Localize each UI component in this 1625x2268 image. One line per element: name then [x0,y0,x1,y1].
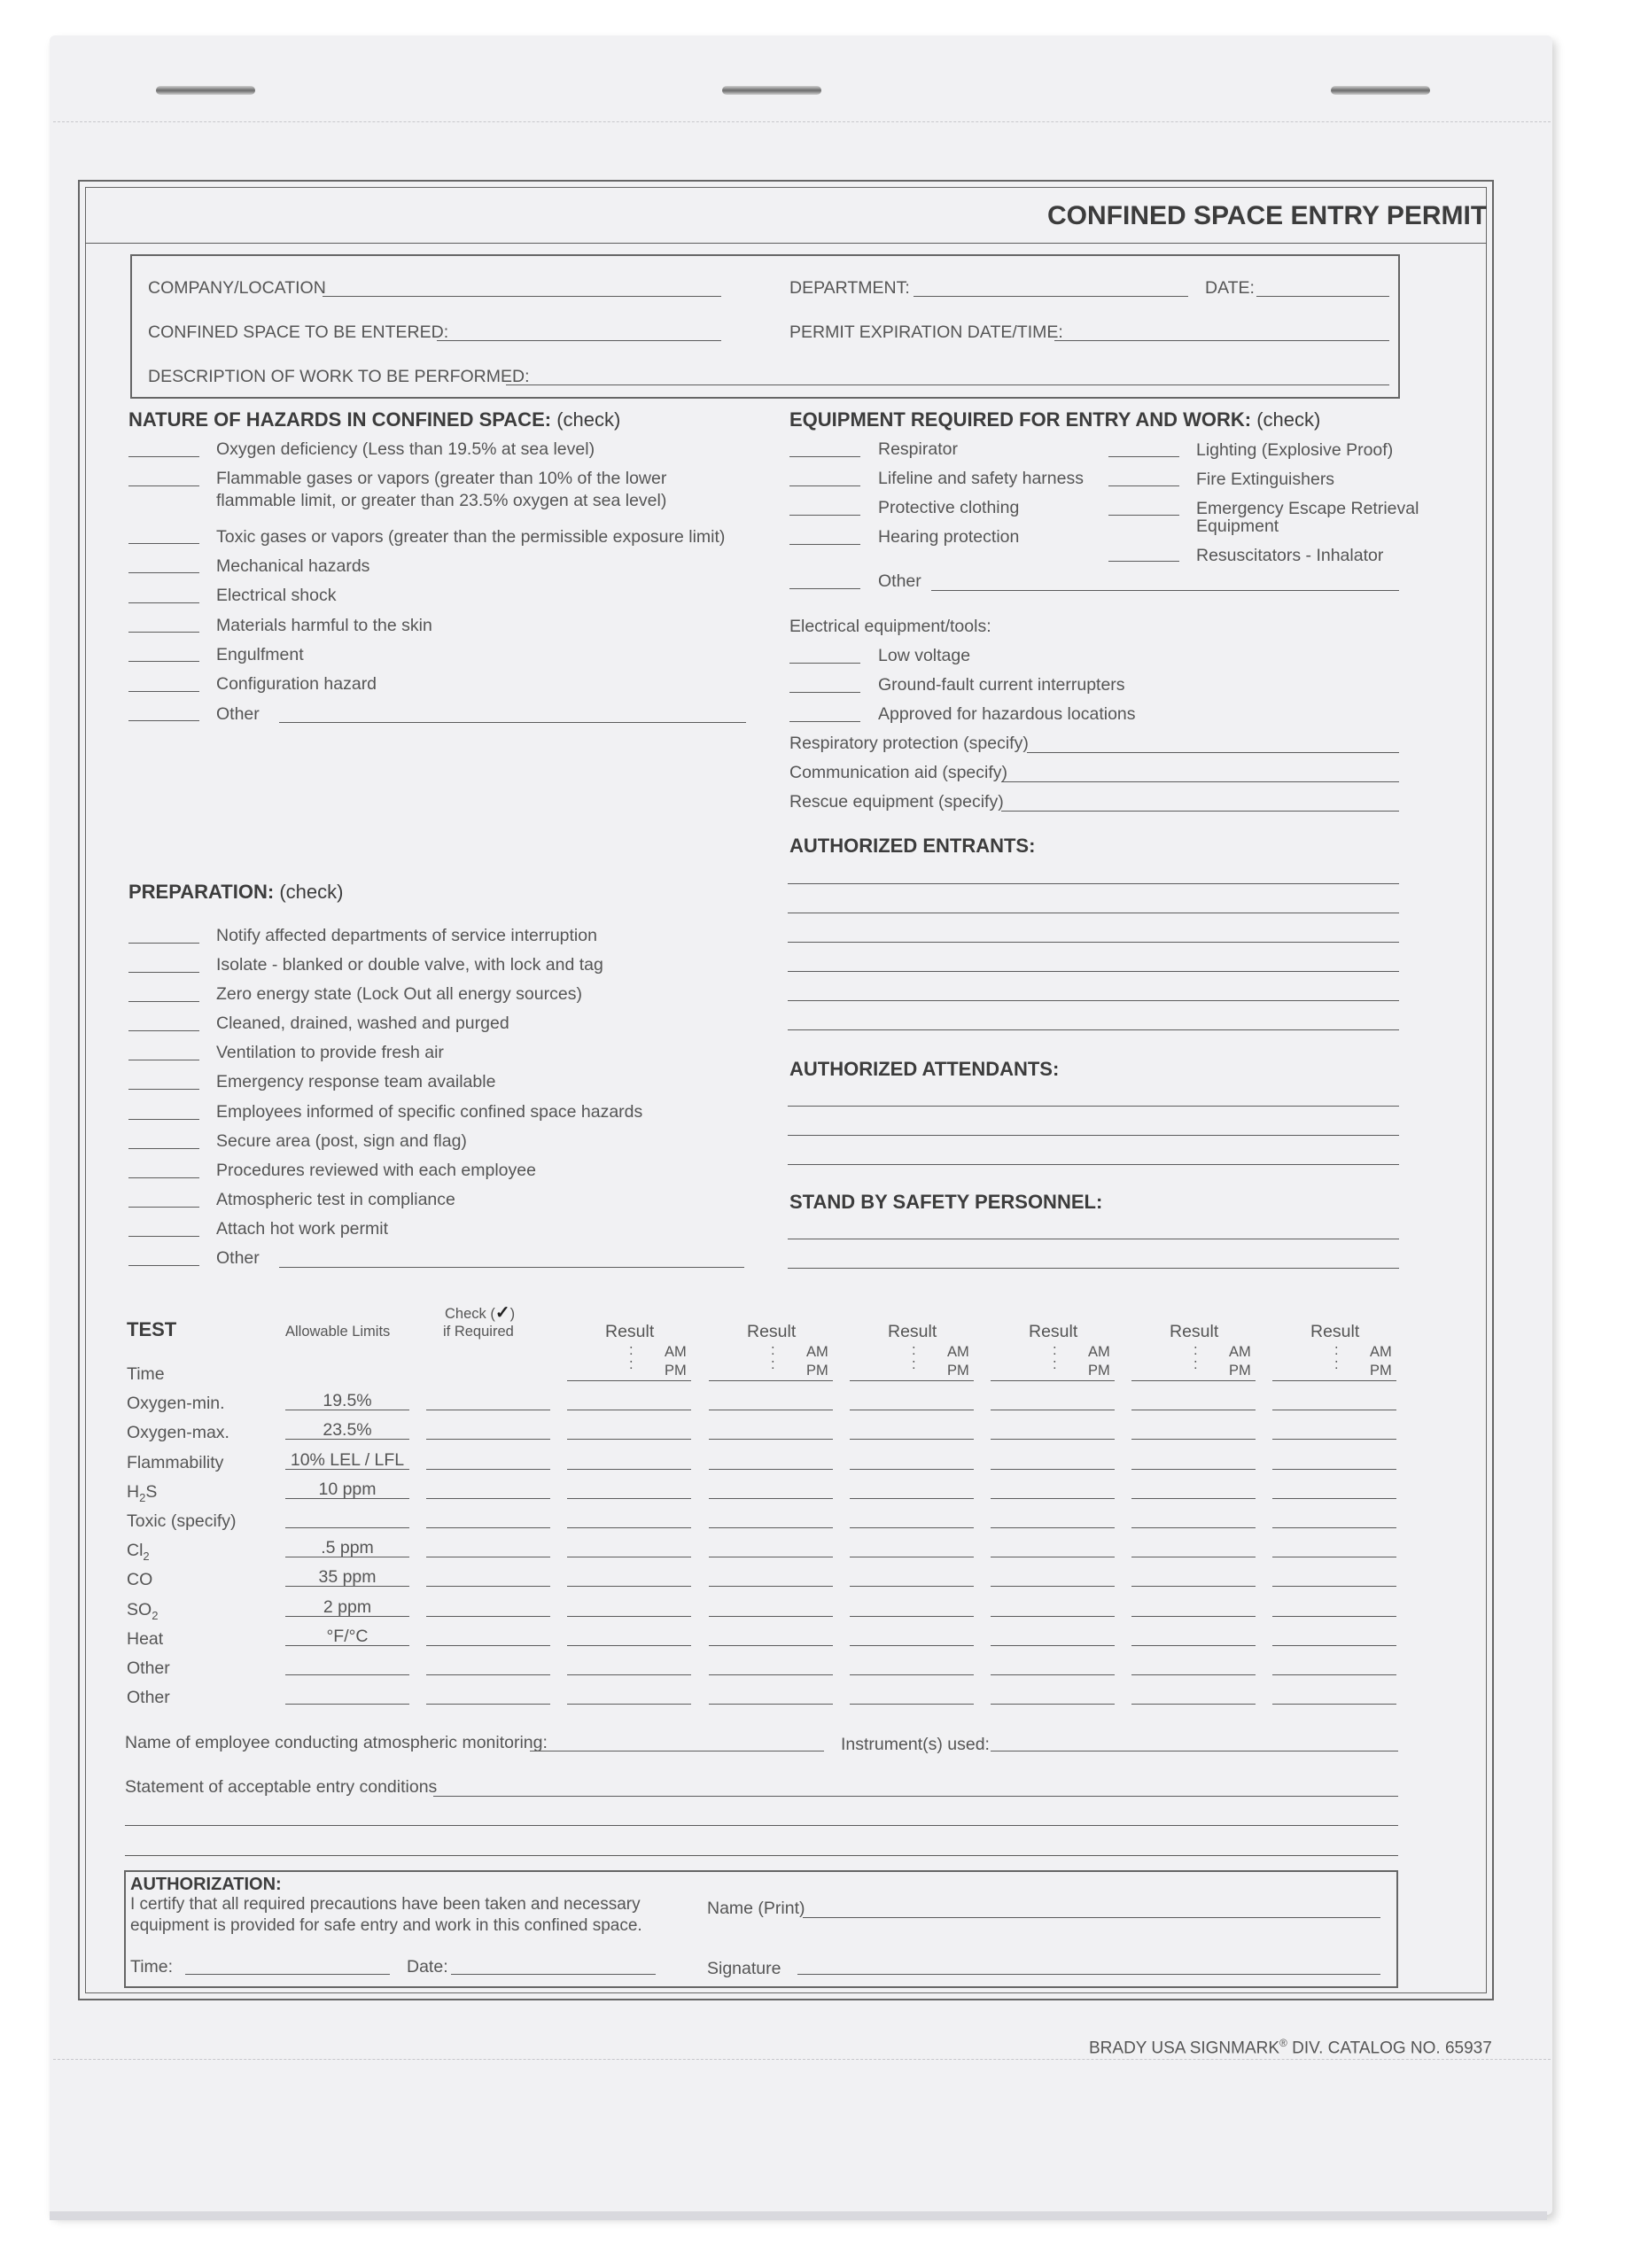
electrical-check[interactable] [789,721,860,722]
hazard-check[interactable] [128,456,199,457]
auth-time-label: Time: [130,1957,174,1977]
prep-item: Other [216,1248,260,1268]
equipment-check[interactable] [1108,561,1179,562]
result-field[interactable] [709,1674,833,1675]
name-print-field[interactable] [803,1917,1380,1918]
prep-item: Emergency response team available [216,1072,496,1091]
result-field[interactable] [850,1586,974,1587]
preparation-heading: PREPARATION: (check) [128,881,344,903]
auth-date-field[interactable] [451,1974,656,1975]
hazard-check[interactable] [128,661,199,662]
result-field[interactable] [1272,1586,1396,1587]
time-colon: : [771,1356,775,1372]
prep-item: Attach hot work permit [216,1219,388,1239]
result-field[interactable] [1272,1674,1396,1675]
pm-label[interactable]: PM [1088,1363,1110,1379]
company-label: COMPANY/LOCATION [148,278,326,298]
signature-label: Signature [707,1959,781,1978]
perforation-top [53,121,1551,122]
result-field[interactable] [1131,1616,1256,1617]
result-field[interactable] [567,1586,691,1587]
allowable-limit: 10 ppm [318,1479,377,1499]
pm-label[interactable]: PM [1370,1363,1392,1379]
electrical-check[interactable] [789,663,860,664]
equipment-item: Resuscitators - Inhalator [1196,546,1384,565]
result-header: Result [1170,1322,1219,1341]
prep-item: Procedures reviewed with each employee [216,1161,536,1180]
result-field[interactable] [1131,1645,1256,1646]
allowable-limit: °F/°C [326,1626,369,1646]
equipment-check[interactable] [789,588,860,589]
am-label[interactable]: AM [1088,1344,1110,1360]
result-field[interactable] [850,1674,974,1675]
test-row-label: Other [127,1658,170,1678]
equipment-other-field[interactable] [931,590,1399,591]
result-field[interactable] [1131,1704,1256,1705]
equipment-check[interactable] [789,544,860,545]
expiration-field[interactable] [1054,340,1389,341]
space-label: CONFINED SPACE TO BE ENTERED: [148,322,449,342]
attendant-line[interactable] [788,1106,1399,1107]
test-row-label: $SO_2$ [127,1599,159,1622]
equipment-item: Hearing protection [878,527,1020,547]
pm-label[interactable]: PM [665,1363,687,1379]
date-field[interactable] [1256,296,1389,297]
result-time-field[interactable] [850,1380,974,1381]
equipment-item: Fire Extinguishers [1196,470,1335,489]
result-field[interactable] [709,1704,833,1705]
limit-field[interactable] [285,1704,409,1705]
result-time-field[interactable] [1131,1380,1256,1381]
prep-item: Isolate - blanked or double valve, with lock and tag [216,955,603,975]
check-field[interactable] [426,1498,550,1499]
result-field[interactable] [567,1527,691,1528]
result-field[interactable] [850,1704,974,1705]
test-row-label: Toxic (specify) [127,1511,237,1531]
pm-label[interactable]: PM [806,1363,828,1379]
equipment-check[interactable] [789,515,860,516]
result-time-field[interactable] [567,1380,691,1381]
test-row-label: Other [127,1688,170,1708]
result-field[interactable] [991,1616,1115,1617]
staple-right [1331,86,1430,95]
form-title: CONFINED SPACE ENTRY PERMIT [1047,201,1488,230]
hazard-item: Toxic gases or vapors (greater than the permissible exposure limit) [216,527,726,547]
test-row-label: $H_2S$ [127,1481,158,1504]
result-field[interactable] [1131,1527,1256,1528]
respiratory-field[interactable] [1027,752,1399,753]
time-colon: : [1193,1342,1198,1358]
result-field[interactable] [991,1469,1115,1470]
check-field[interactable] [426,1469,550,1470]
am-label[interactable]: AM [806,1344,828,1360]
hazard-item: Oxygen deficiency (Less than 19.5% at sea level) [216,439,595,459]
check-header-2: if Required [443,1324,514,1340]
hazard-item: Flammable gases or vapors (greater than 10% of the lower [216,469,667,488]
statement-line[interactable] [125,1825,1398,1826]
result-field[interactable] [567,1645,691,1646]
electrical-item: Low voltage [878,646,971,665]
authorization-line2: equipment is provided for safe entry and work in this confined space. [130,1916,642,1935]
time-colon: : [1334,1342,1339,1358]
prep-check[interactable] [128,1207,199,1208]
hazard-item: Other [216,704,260,724]
date-label: DATE: [1205,278,1255,298]
authorization-line1: I certify that all required precautions have been taken and necessary [130,1895,641,1914]
prep-check[interactable] [128,943,199,944]
staple-center [722,86,821,95]
instrument-label: Instrument(s) used: [841,1735,990,1754]
limit-field[interactable] [285,1439,409,1440]
entrant-line[interactable] [788,883,1399,884]
hazard-check[interactable] [128,632,199,633]
result-field[interactable] [991,1704,1115,1705]
rescue-label: Rescue equipment (specify) [789,792,1004,812]
hazard-item: Engulfment [216,645,304,664]
entrant-line[interactable] [788,1000,1399,1001]
prep-check[interactable] [128,1148,199,1149]
result-field[interactable] [850,1469,974,1470]
pm-label[interactable]: PM [1229,1363,1251,1379]
check-header: Check (✓) [445,1303,516,1323]
am-label[interactable]: AM [1229,1344,1251,1360]
prep-item: Atmospheric test in compliance [216,1190,455,1209]
standby-heading: STAND BY SAFETY PERSONNEL: [789,1191,1103,1213]
result-field[interactable] [567,1616,691,1617]
hazard-item: Materials harmful to the skin [216,616,432,635]
signature-field[interactable] [797,1974,1380,1975]
result-field[interactable] [1272,1616,1396,1617]
result-field[interactable] [991,1674,1115,1675]
prep-check[interactable] [128,1030,199,1031]
electrical-check[interactable] [789,692,860,693]
company-field[interactable] [323,296,721,297]
test-row-label: Oxygen-max. [127,1423,229,1443]
prep-item: Notify affected departments of service interruption [216,926,597,945]
electrical-item: Ground-fault current interrupters [878,675,1125,695]
result-time-field[interactable] [709,1380,833,1381]
hazard-item: Mechanical hazards [216,556,370,576]
attendant-line[interactable] [788,1135,1399,1136]
allowable-limit: .5 ppm [321,1538,374,1558]
result-field[interactable] [567,1498,691,1499]
equipment-item: Protective clothing [878,498,1020,517]
expiration-label: PERMIT EXPIRATION DATE/TIME: [789,322,1063,342]
statement-field[interactable] [433,1796,1398,1797]
limit-field[interactable] [285,1586,409,1587]
space-field[interactable] [437,340,721,341]
am-label[interactable]: AM [1370,1344,1392,1360]
prep-check[interactable] [128,972,199,973]
result-field[interactable] [1272,1498,1396,1499]
result-field[interactable] [1272,1527,1396,1528]
staple-left [156,86,255,95]
prep-check[interactable] [128,1001,199,1002]
time-colon: : [1053,1342,1057,1358]
time-colon: : [771,1342,775,1358]
electrical-item: Approved for hazardous locations [878,704,1136,724]
test-row-label: $Cl_2$ [127,1541,150,1564]
prep-check[interactable] [128,1089,199,1090]
department-field[interactable] [914,296,1188,297]
result-field[interactable] [1131,1586,1256,1587]
result-field[interactable] [850,1527,974,1528]
equipment-item: Lifeline and safety harness [878,469,1084,488]
check-field[interactable] [426,1586,550,1587]
auth-date-label: Date: [407,1957,448,1977]
time-colon: : [1193,1356,1198,1372]
attendant-line[interactable] [788,1164,1399,1165]
result-header: Result [1310,1322,1360,1341]
pad-edge [50,2211,1547,2220]
time-colon: : [912,1356,916,1372]
result-field[interactable] [850,1439,974,1440]
limit-field[interactable] [285,1645,409,1646]
footer-catalog: BRADY USA SIGNMARK® DIV. CATALOG NO. 65937 [1089,2037,1492,2058]
result-header: Result [888,1322,937,1341]
result-field[interactable] [991,1527,1115,1528]
check-field[interactable] [426,1616,550,1617]
test-row-label: CO [127,1570,153,1590]
am-label[interactable]: AM [947,1344,969,1360]
prep-check[interactable] [128,1265,199,1266]
hazard-other-field[interactable] [279,722,746,723]
monitoring-employee-label: Name of employee conducting atmospheric monitoring: [125,1733,548,1752]
result-field[interactable] [709,1616,833,1617]
test-row-label: Oxygen-min. [127,1394,225,1414]
statement-line[interactable] [125,1855,1398,1856]
hazard-check[interactable] [128,485,199,486]
result-time-field[interactable] [991,1380,1115,1381]
prep-check[interactable] [128,1119,199,1120]
hazard-item-cont: flammable limit, or greater than 23.5% oxygen at sea level) [216,491,667,510]
check-field[interactable] [426,1439,550,1440]
result-field[interactable] [567,1439,691,1440]
result-field[interactable] [709,1645,833,1646]
electrical-label: Electrical equipment/tools: [789,617,991,636]
name-print-label: Name (Print) [707,1899,805,1918]
time-colon: : [629,1342,634,1358]
communication-field[interactable] [1001,781,1399,782]
hazard-check[interactable] [128,572,199,573]
test-row-label: Heat [127,1628,164,1649]
test-row-label: Flammability [127,1452,224,1472]
equipment-item: Emergency Escape Retrieval [1196,499,1419,518]
result-field[interactable] [850,1616,974,1617]
result-field[interactable] [709,1586,833,1587]
time-colon: : [1334,1356,1339,1372]
prep-item: Cleaned, drained, washed and purged [216,1014,509,1033]
pm-label[interactable]: PM [947,1363,969,1379]
result-field[interactable] [991,1645,1115,1646]
description-label: DESCRIPTION OF WORK TO BE PERFORMED: [148,367,530,386]
result-field[interactable] [1272,1704,1396,1705]
hazard-item: Configuration hazard [216,674,377,694]
result-field[interactable] [1272,1439,1396,1440]
equipment-check[interactable] [1108,456,1179,457]
hazard-check[interactable] [128,543,199,544]
limit-field[interactable] [285,1469,409,1470]
allowable-limit: 35 ppm [318,1567,377,1588]
prep-check[interactable] [128,1236,199,1237]
result-field[interactable] [567,1704,691,1705]
test-heading: TEST [127,1318,177,1340]
time-colon: : [912,1342,916,1358]
result-time-field[interactable] [1272,1380,1396,1381]
allowable-limit: 19.5% [323,1391,372,1411]
result-field[interactable] [1272,1469,1396,1470]
statement-label: Statement of acceptable entry conditions [125,1777,438,1797]
prep-item: Zero energy state (Lock Out all energy sources) [216,984,582,1004]
result-header: Result [747,1322,797,1341]
allowable-limit: 10% LEL / LFL [290,1449,405,1470]
equipment-check[interactable] [1108,515,1179,516]
equipment-item-cont: Equipment [1196,517,1279,536]
entrant-line[interactable] [788,971,1399,972]
check-field[interactable] [426,1527,550,1528]
prep-item: Ventilation to provide fresh air [216,1043,444,1062]
hazard-check[interactable] [128,602,199,603]
hazard-check[interactable] [128,691,199,692]
check-field[interactable] [426,1645,550,1646]
allowable-limit: 23.5% [323,1420,372,1441]
prep-check[interactable] [128,1177,199,1178]
hazard-item: Electrical shock [216,586,337,605]
limit-field[interactable] [285,1498,409,1499]
respiratory-label: Respiratory protection (specify) [789,734,1029,753]
result-field[interactable] [850,1645,974,1646]
hazard-check[interactable] [128,720,199,721]
result-field[interactable] [1131,1498,1256,1499]
limit-field[interactable] [285,1674,409,1675]
result-field[interactable] [1131,1439,1256,1440]
check-mark-icon: ✓ [494,1303,510,1323]
standby-line[interactable] [788,1268,1399,1269]
time-colon: : [1053,1356,1057,1372]
communication-label: Communication aid (specify) [789,763,1008,782]
prep-item: Employees informed of specific confined space hazards [216,1102,643,1122]
limits-header: Allowable Limits [285,1324,391,1340]
department-label: DEPARTMENT: [789,278,910,298]
result-field[interactable] [1131,1469,1256,1470]
attendants-heading: AUTHORIZED ATTENDANTS: [789,1058,1060,1080]
title-divider [85,243,1487,244]
check-field[interactable] [426,1704,550,1705]
rescue-field[interactable] [1001,811,1399,812]
result-field[interactable] [1272,1645,1396,1646]
limit-field[interactable] [285,1527,409,1528]
result-header: Result [605,1322,655,1341]
authorization-heading: AUTHORIZATION: [130,1875,282,1894]
equipment-check[interactable] [1108,485,1179,486]
check-field[interactable] [426,1674,550,1675]
result-field[interactable] [567,1674,691,1675]
test-row-label: Time [127,1364,165,1384]
allowable-limit: 2 ppm [323,1596,372,1617]
entrant-line[interactable] [788,1029,1399,1030]
equipment-item: Other [878,571,921,591]
result-field[interactable] [1131,1674,1256,1675]
result-field[interactable] [709,1498,833,1499]
result-field[interactable] [991,1498,1115,1499]
am-label[interactable]: AM [665,1344,687,1360]
equipment-item: Lighting (Explosive Proof) [1196,440,1394,460]
equipment-heading: EQUIPMENT REQUIRED FOR ENTRY AND WORK: (check) [789,408,1321,431]
description-field[interactable] [506,384,1389,385]
equipment-check[interactable] [789,456,860,457]
result-field[interactable] [709,1469,833,1470]
result-field[interactable] [709,1527,833,1528]
result-header: Result [1029,1322,1078,1341]
result-field[interactable] [709,1439,833,1440]
prep-item: Secure area (post, sign and flag) [216,1131,467,1151]
result-field[interactable] [991,1439,1115,1440]
entrant-line[interactable] [788,942,1399,943]
entrants-heading: AUTHORIZED ENTRANTS: [789,835,1036,857]
prep-other-field[interactable] [279,1267,744,1268]
auth-time-field[interactable] [185,1974,390,1975]
perforation-bottom [53,2059,1551,2060]
result-field[interactable] [991,1586,1115,1587]
time-colon: : [629,1356,634,1372]
equipment-check[interactable] [789,485,860,486]
equipment-item: Respirator [878,439,958,459]
result-field[interactable] [567,1469,691,1470]
hazards-heading: NATURE OF HAZARDS IN CONFINED SPACE: (check) [128,408,621,431]
result-field[interactable] [850,1498,974,1499]
limit-field[interactable] [285,1616,409,1617]
